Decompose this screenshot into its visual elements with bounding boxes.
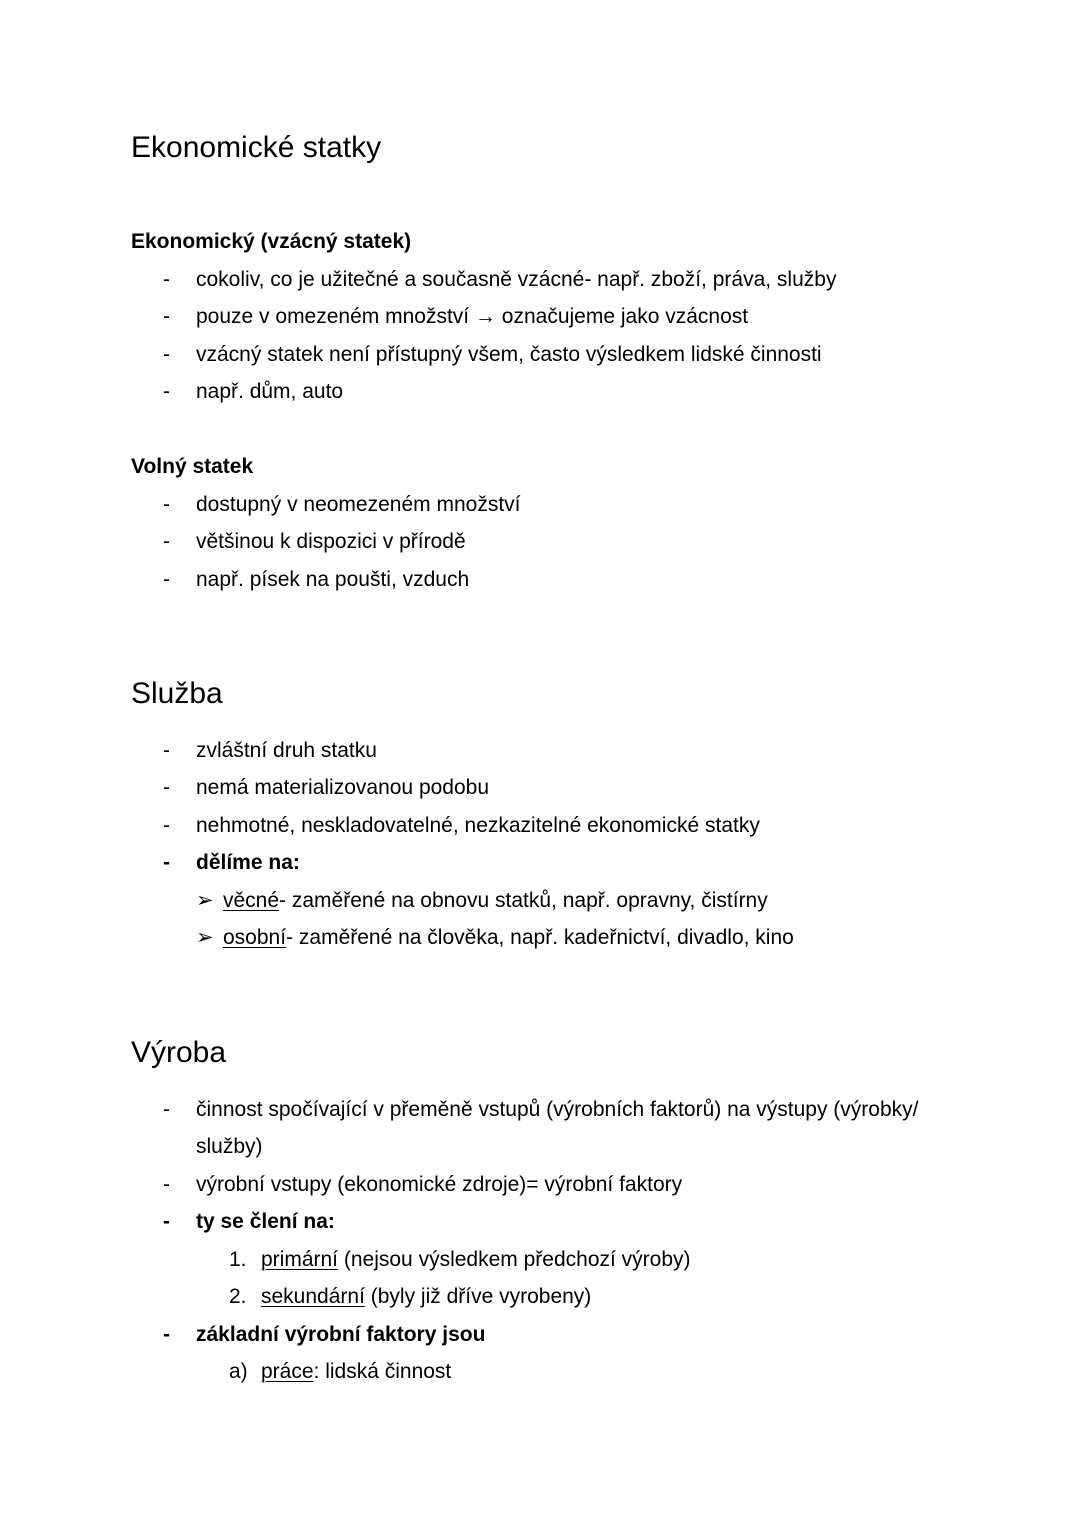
list-item-text: výrobní vstupy (ekonomické zdroje)= výrobní faktory [196,1173,683,1196]
term-underlined: věcné [223,889,280,912]
bullet-dash: - [163,776,170,799]
bullet-dash: - [163,814,170,837]
term-underlined: práce [261,1360,314,1383]
term-underlined: primární [261,1248,339,1271]
numbered-item-text: (byly již dříve vyrobeny) [364,1285,592,1308]
bullet-dash: - [163,305,170,328]
list-item-text: nehmotné, neskladovatelné, nezkazitelné ekonomické statky [196,814,760,837]
term-underlined: sekundární [261,1285,365,1308]
lettered-item-text: : lidská činnost [313,1360,452,1383]
bullet-dash: - [163,568,170,591]
bullet-dash: - [163,1323,170,1346]
list-item-text: zvláštní druh statku [196,739,377,762]
letter-marker: a) [229,1360,248,1383]
bullet-dash: - [163,343,170,366]
bullet-dash: - [163,380,170,403]
arrow-bullet-icon: ➢ [196,889,214,912]
list-item-text: služby) [196,1135,263,1158]
list-item-text: vzácný statek není přístupný všem, často výsledkem lidské činnosti [196,343,822,366]
bullet-dash: - [163,1098,170,1121]
section-title-ekonomicke-statky: Ekonomické statky [131,131,382,164]
list-item-text: základní výrobní faktory jsou [196,1323,486,1346]
list-item-text: dostupný v neomezeném množství [196,493,521,516]
numbered-item-text: (nejsou výsledkem předchozí výroby) [338,1248,691,1271]
bullet-dash: - [163,1173,170,1196]
section-title-sluzba: Služba [131,677,223,710]
subheading-volny-statek: Volný statek [131,455,254,478]
term-underlined: osobní [223,926,287,949]
bullet-dash: - [163,851,170,874]
list-item-text: dělíme na: [196,851,300,874]
list-item-text: ty se člení na: [196,1210,335,1233]
bullet-dash: - [163,1210,170,1233]
bullet-dash: - [163,268,170,291]
bullet-dash: - [163,493,170,516]
section-title-vyroba: Výroba [131,1036,227,1069]
subheading-ekonomicky-statek: Ekonomický (vzácný statek) [131,230,412,253]
list-item-text: např. dům, auto [196,380,344,403]
arrow-bullet-icon: ➢ [196,926,214,949]
list-item-text: činnost spočívající v přeměně vstupů (výrobních faktorů) na výstupy (výrobky/ [196,1098,919,1121]
list-item-text: cokoliv, co je užitečné a současně vzácné- např. zboží, práva, služby [196,268,837,291]
list-item-text: většinou k dispozici v přírodě [196,530,466,553]
bullet-dash: - [163,530,170,553]
list-item-text: nemá materializovanou podobu [196,776,490,799]
number-marker: 1. [229,1248,247,1271]
number-marker: 2. [229,1285,247,1308]
sub-item-text: - zaměřené na člověka, např. kadeřnictví, divadlo, kino [286,926,794,949]
bullet-dash: - [163,739,170,762]
list-item-text: např. písek na poušti, vzduch [196,568,470,591]
sub-item-text: - zaměřené na obnovu statků, např. opravny, čistírny [279,889,768,912]
list-item-text: pouze v omezeném množství → označujeme jako vzácnost [196,305,749,328]
